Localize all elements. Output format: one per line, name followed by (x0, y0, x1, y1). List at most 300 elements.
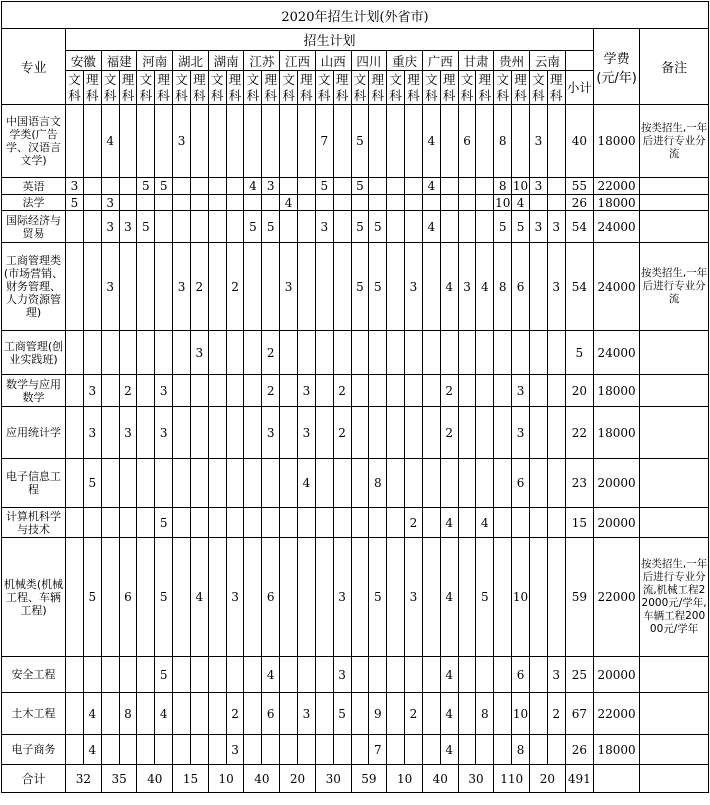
quota-cell: 10 (512, 179, 529, 193)
quota-cell: 2 (440, 407, 458, 459)
quota-cell (101, 538, 119, 657)
quota-cell: 5 (315, 178, 333, 195)
quota-cell (315, 195, 333, 211)
quota-cell: 6 (512, 657, 530, 693)
quota-cell (529, 538, 547, 657)
tuition-fee: 18000 (594, 375, 640, 407)
province-header: 湖北 (173, 51, 209, 71)
quota-cell (494, 508, 512, 538)
quota-cell (476, 735, 494, 765)
quota-cell (529, 459, 547, 508)
quota-cell (173, 375, 191, 407)
province-header: 四川 (351, 51, 387, 71)
quota-cell (422, 243, 440, 331)
quota-cell (458, 657, 476, 693)
quota-cell (173, 693, 191, 735)
quota-cell: 2 (226, 243, 244, 331)
quota-cell (137, 657, 155, 693)
quota-cell (476, 105, 494, 178)
row-subtotal: 20 (565, 375, 593, 407)
remark: 按类招生,一年后进行专业分流 (640, 105, 709, 178)
quota-cell (208, 243, 226, 331)
quota-cell: 2 (262, 331, 280, 375)
quota-cell (458, 693, 476, 735)
quota-cell (494, 735, 512, 765)
quota-cell: 9 (369, 693, 387, 735)
quota-cell: 3 (66, 178, 84, 195)
quota-cell (387, 693, 405, 735)
header-science: 理科 (547, 71, 565, 105)
quota-cell (244, 105, 262, 178)
quota-cell (351, 195, 369, 211)
quota-cell (137, 195, 155, 211)
quota-cell (476, 375, 494, 407)
quota-cell: 3 (155, 375, 173, 407)
quota-cell (66, 331, 84, 375)
quota-cell (315, 693, 333, 735)
quota-cell (119, 105, 137, 178)
quota-cell (351, 693, 369, 735)
quota-cell (137, 105, 155, 178)
quota-cell (101, 693, 119, 735)
quota-cell: 5 (369, 211, 387, 243)
quota-cell: 4 (440, 538, 458, 657)
quota-cell (244, 657, 262, 693)
quota-cell (190, 657, 208, 693)
enrollment-plan (1, 1, 709, 793)
quota-cell (101, 459, 119, 508)
quota-cell (512, 331, 530, 375)
quota-cell (226, 105, 244, 178)
major-name: 英语 (2, 178, 66, 195)
tuition-fee: 22000 (594, 693, 640, 735)
quota-cell (66, 407, 84, 459)
province-total: 15 (173, 765, 209, 793)
quota-cell (83, 508, 101, 538)
quota-cell: 3 (333, 538, 351, 657)
quota-cell (405, 178, 423, 195)
province-header: 广西 (422, 51, 458, 71)
header-science: 理科 (369, 71, 387, 105)
quota-cell (494, 407, 512, 459)
major-name: 应用统计学 (2, 407, 66, 459)
quota-cell (83, 243, 101, 331)
major-name: 安全工程 (2, 657, 66, 693)
quota-cell: 4 (440, 243, 458, 331)
quota-cell (333, 735, 351, 765)
row-subtotal: 40 (565, 105, 593, 178)
quota-cell (101, 735, 119, 765)
tuition-fee: 20000 (594, 657, 640, 693)
tuition-fee: 20000 (594, 508, 640, 538)
quota-cell (83, 211, 101, 243)
quota-cell (387, 657, 405, 693)
quota-cell: 3 (173, 243, 191, 331)
quota-cell: 2 (440, 375, 458, 407)
header-liberal-arts: 文科 (101, 71, 119, 105)
quota-cell: 8 (494, 178, 512, 195)
quota-cell (101, 331, 119, 375)
quota-cell (226, 195, 244, 211)
province-total: 32 (66, 765, 102, 793)
quota-cell: 5 (351, 243, 369, 331)
quota-cell: 3 (333, 657, 351, 693)
quota-cell (244, 508, 262, 538)
quota-cell (351, 508, 369, 538)
quota-cell (298, 331, 316, 375)
quota-cell (333, 331, 351, 375)
quota-cell (226, 178, 244, 195)
quota-cell: 4 (440, 657, 458, 693)
tuition-fee: 18000 (594, 195, 640, 211)
header-liberal-arts: 文科 (315, 71, 333, 105)
quota-cell: 3 (101, 211, 119, 243)
totals-blank-fee (594, 765, 640, 793)
province-total: 35 (101, 765, 137, 793)
quota-cell (369, 105, 387, 178)
quota-cell (101, 508, 119, 538)
quota-cell (280, 508, 298, 538)
quota-cell (66, 657, 84, 693)
quota-cell (208, 375, 226, 407)
quota-cell: 4 (298, 459, 316, 508)
quota-cell: 10 (512, 693, 530, 735)
table-row (2, 407, 709, 459)
major-name: 中国语言文学类(广告学、汉语言文学) (2, 105, 66, 178)
province-header: 贵州 (494, 51, 530, 71)
quota-cell: 2 (333, 407, 351, 459)
quota-cell: 5 (351, 211, 369, 243)
quota-cell: 4 (476, 243, 494, 331)
totals-label: 合计 (2, 765, 66, 793)
header-liberal-arts: 文科 (66, 71, 84, 105)
quota-cell: 4 (422, 105, 440, 178)
remark (640, 508, 709, 538)
quota-cell (155, 735, 173, 765)
quota-cell (155, 459, 173, 508)
quota-cell (405, 407, 423, 459)
grand-total: 491 (565, 765, 593, 793)
quota-cell (529, 735, 547, 765)
quota-cell (529, 508, 547, 538)
quota-cell: 5 (155, 538, 173, 657)
quota-cell (298, 538, 316, 657)
quota-cell: 2 (119, 375, 137, 407)
quota-cell (333, 243, 351, 331)
table-row (2, 195, 709, 211)
quota-cell (476, 331, 494, 375)
quota-cell (83, 657, 101, 693)
quota-cell (547, 508, 565, 538)
quota-cell (547, 331, 565, 375)
quota-cell (66, 211, 84, 243)
table-title: 2020年招生计划(外省市) (2, 2, 709, 29)
quota-cell: 3 (190, 331, 208, 375)
quota-cell: 5 (155, 508, 173, 538)
row-subtotal: 25 (565, 657, 593, 693)
quota-cell: 3 (119, 407, 137, 459)
province-total: 30 (458, 765, 494, 793)
quota-cell: 6 (119, 538, 137, 657)
quota-cell: 7 (369, 735, 387, 765)
quota-cell: 5 (244, 211, 262, 243)
quota-cell (244, 331, 262, 375)
quota-cell (458, 407, 476, 459)
quota-cell (244, 693, 262, 735)
quota-cell: 5 (351, 178, 369, 195)
quota-cell (387, 538, 405, 657)
row-subtotal: 23 (565, 459, 593, 508)
quota-cell (351, 331, 369, 375)
header-liberal-arts: 文科 (208, 71, 226, 105)
quota-cell: 5 (137, 211, 155, 243)
province-header: 重庆 (387, 51, 423, 71)
quota-cell (529, 243, 547, 331)
quota-cell: 3 (226, 735, 244, 765)
quota-cell (208, 331, 226, 375)
quota-cell (298, 243, 316, 331)
quota-cell (262, 459, 280, 508)
quota-cell (119, 331, 137, 375)
quota-cell: 3 (405, 538, 423, 657)
quota-cell (208, 195, 226, 211)
quota-cell (83, 178, 101, 195)
totals-row (2, 765, 709, 793)
header-liberal-arts: 文科 (137, 71, 155, 105)
major-name: 计算机科学与技术 (2, 508, 66, 538)
header-fee: 学费(元/年) (594, 29, 640, 105)
quota-cell: 5 (155, 178, 173, 195)
header-note: 备注 (640, 29, 709, 105)
quota-cell (547, 178, 565, 195)
quota-cell (101, 375, 119, 407)
remark (640, 693, 709, 735)
quota-cell (422, 407, 440, 459)
major-name: 工商管理类(市场营销、财务管理、人力资源管理) (2, 243, 66, 331)
tuition-fee: 24000 (594, 243, 640, 331)
quota-cell (66, 693, 84, 735)
header-subtotal: 小计 (565, 71, 593, 105)
tuition-fee: 20000 (594, 459, 640, 508)
quota-cell (440, 195, 458, 211)
province-header: 云南 (529, 51, 565, 71)
quota-cell: 4 (83, 735, 101, 765)
quota-cell (137, 735, 155, 765)
province-total: 40 (422, 765, 458, 793)
quota-cell (66, 243, 84, 331)
quota-cell (173, 407, 191, 459)
quota-cell (440, 331, 458, 375)
quota-cell (173, 508, 191, 538)
quota-cell: 3 (547, 211, 565, 243)
quota-cell (280, 735, 298, 765)
quota-cell (387, 195, 405, 211)
quota-cell (244, 407, 262, 459)
quota-cell (405, 105, 423, 178)
remark (640, 211, 709, 243)
quota-cell (547, 407, 565, 459)
quota-cell (190, 211, 208, 243)
row-subtotal: 55 (565, 178, 593, 195)
quota-cell (458, 211, 476, 243)
major-name: 机械类(机械工程、车辆工程) (2, 538, 66, 657)
quota-cell (529, 693, 547, 735)
quota-cell (173, 735, 191, 765)
quota-cell (226, 459, 244, 508)
quota-cell (422, 508, 440, 538)
header-science: 理科 (226, 71, 244, 105)
quota-cell: 3 (512, 407, 530, 459)
quota-cell (405, 459, 423, 508)
quota-cell (315, 375, 333, 407)
quota-cell (529, 331, 547, 375)
quota-cell (494, 375, 512, 407)
tuition-fee: 24000 (594, 211, 640, 243)
quota-cell (66, 459, 84, 508)
quota-cell (83, 105, 101, 178)
quota-cell (351, 538, 369, 657)
quota-cell (494, 331, 512, 375)
quota-cell (280, 538, 298, 657)
header-science: 理科 (405, 71, 423, 105)
quota-cell (440, 178, 458, 195)
quota-cell: 4 (83, 693, 101, 735)
quota-cell (298, 178, 316, 195)
province-header: 山西 (315, 51, 351, 71)
quota-cell: 2 (547, 693, 565, 735)
header-liberal-arts: 文科 (351, 71, 369, 105)
quota-cell (226, 508, 244, 538)
quota-cell (547, 195, 565, 211)
quota-cell (101, 178, 119, 195)
subtotal-header-blank (565, 51, 593, 71)
quota-cell (476, 211, 494, 243)
quota-cell: 3 (226, 538, 244, 657)
quota-cell (208, 459, 226, 508)
quota-cell (119, 459, 137, 508)
quota-cell (351, 375, 369, 407)
quota-cell (137, 693, 155, 735)
quota-cell: 4 (244, 178, 262, 195)
quota-cell (208, 508, 226, 538)
quota-cell (155, 105, 173, 178)
quota-cell (244, 195, 262, 211)
quota-cell: 4 (440, 735, 458, 765)
row-subtotal: 67 (565, 693, 593, 735)
quota-cell (298, 657, 316, 693)
quota-cell (208, 538, 226, 657)
quota-cell (262, 508, 280, 538)
quota-cell (422, 735, 440, 765)
quota-cell (494, 459, 512, 508)
quota-cell (173, 459, 191, 508)
quota-cell: 2 (405, 693, 423, 735)
major-name: 数学与应用数学 (2, 375, 66, 407)
quota-cell (137, 459, 155, 508)
quota-cell (173, 331, 191, 375)
major-name: 土木工程 (2, 693, 66, 735)
row-subtotal: 5 (565, 331, 593, 375)
quota-cell: 3 (529, 178, 547, 195)
quota-cell (387, 508, 405, 538)
quota-cell: 3 (280, 243, 298, 331)
province-header: 湖南 (208, 51, 244, 71)
quota-cell (119, 243, 137, 331)
header-science: 理科 (155, 71, 173, 105)
quota-cell: 5 (476, 538, 494, 657)
quota-cell (458, 735, 476, 765)
quota-cell: 2 (405, 508, 423, 538)
quota-cell: 8 (494, 243, 512, 331)
quota-cell (405, 331, 423, 375)
quota-cell (66, 105, 84, 178)
remark (640, 331, 709, 375)
quota-cell (280, 407, 298, 459)
quota-cell: 5 (66, 195, 84, 211)
quota-cell (208, 407, 226, 459)
province-total: 59 (351, 765, 387, 793)
quota-cell (244, 375, 262, 407)
header-science: 理科 (119, 71, 137, 105)
quota-cell (119, 195, 137, 211)
header-science: 理科 (262, 71, 280, 105)
quota-cell (173, 538, 191, 657)
quota-cell: 8 (119, 693, 137, 735)
quota-cell: 6 (512, 243, 530, 331)
quota-cell: 4 (280, 195, 298, 211)
quota-cell (547, 459, 565, 508)
quota-cell: 3 (315, 211, 333, 243)
quota-cell (119, 735, 137, 765)
quota-cell (529, 195, 547, 211)
remark (640, 735, 709, 765)
quota-cell (119, 657, 137, 693)
quota-cell (280, 657, 298, 693)
quota-cell (494, 693, 512, 735)
row-subtotal: 54 (565, 243, 593, 331)
quota-cell (66, 375, 84, 407)
quota-cell (155, 331, 173, 375)
quota-cell: 5 (155, 657, 173, 693)
province-total: 10 (387, 765, 423, 793)
quota-cell (476, 459, 494, 508)
quota-cell (173, 195, 191, 211)
quota-cell (476, 178, 494, 195)
quota-cell (190, 178, 208, 195)
quota-cell: 5 (494, 211, 512, 243)
quota-cell (208, 178, 226, 195)
quota-cell: 3 (298, 375, 316, 407)
quota-cell: 3 (119, 211, 137, 243)
quota-cell: 3 (83, 407, 101, 459)
remark (640, 407, 709, 459)
quota-cell (529, 657, 547, 693)
quota-cell (66, 735, 84, 765)
quota-cell: 4 (440, 508, 458, 538)
quota-cell (405, 657, 423, 693)
quota-cell (226, 657, 244, 693)
quota-cell (66, 538, 84, 657)
quota-cell: 3 (262, 407, 280, 459)
quota-cell: 10 (512, 538, 530, 657)
quota-cell (422, 459, 440, 508)
quota-cell: 3 (298, 693, 316, 735)
quota-cell (244, 735, 262, 765)
quota-cell (137, 538, 155, 657)
province-total: 40 (137, 765, 173, 793)
remark: 按类招生,一年后进行专业分流 (640, 243, 709, 331)
quota-cell: 3 (101, 243, 119, 331)
